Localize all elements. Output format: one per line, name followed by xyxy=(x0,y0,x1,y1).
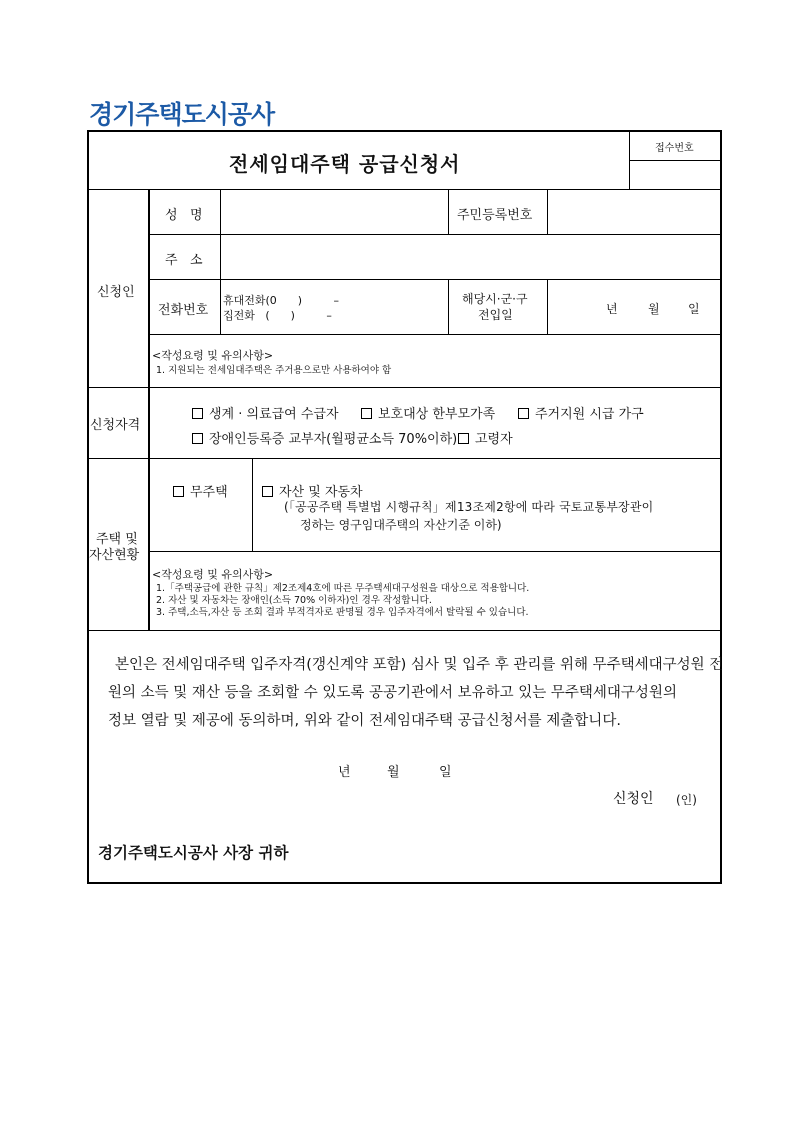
option-label: 장애인등록증 교부자(월평균소득 70%이하) xyxy=(209,432,458,447)
applicant-notes-title: <작성요령 및 유의사항> xyxy=(152,349,274,362)
divider xyxy=(149,234,722,235)
divider xyxy=(148,189,150,631)
consent-line-2: 원의 소득 및 재산 등을 조회할 수 있도록 공공기관에서 보유하고 있는 무주택세대구성원의 xyxy=(108,685,677,701)
assets-criteria-text-2: 정하는 영구임대주택의 자산기준 이하) xyxy=(300,518,502,532)
divider xyxy=(547,189,548,234)
option-label: 주거지원 시급 가구 xyxy=(535,407,644,422)
applicant-section-label: 신청인 xyxy=(97,285,135,300)
eligibility-option-urgent-housing[interactable] xyxy=(518,403,644,422)
no-house-checkbox[interactable] xyxy=(173,481,228,500)
applicant-note-1: 1. 지원되는 전세임대주택은 주거용으로만 사용하여야 함 xyxy=(156,365,392,376)
option-label: 보호대상 한부모가족 xyxy=(378,407,496,422)
org-logo: 경기주택도시공사 xyxy=(89,100,275,129)
option-label: 무주택 xyxy=(190,485,228,500)
assets-section-label-2: 자산현황 xyxy=(89,548,140,563)
divider xyxy=(149,551,722,552)
checkbox-icon xyxy=(173,486,184,497)
eligibility-option-elderly[interactable] xyxy=(458,428,513,447)
assets-note-1: 1.「주택공급에 관한 규칙」제2조제4호에 따른 무주택세대구성원을 대상으로 적용합니다. xyxy=(156,583,530,594)
eligibility-section-label: 신청자격 xyxy=(90,418,141,433)
name-label: 성 명 xyxy=(165,208,203,223)
divider xyxy=(220,189,221,334)
consent-line-3: 정보 열람 및 제공에 동의하며, 위와 같이 전세임대주택 공급신청서를 제출합니다. xyxy=(108,713,621,729)
assets-section-label: 주택 및 xyxy=(96,532,138,547)
assets-note-2: 2. 자산 및 자동차는 장애인(소득 70% 이하자)인 경우 작성합니다. xyxy=(156,595,432,606)
mobile-phone-field[interactable]: 휴대전화(0 ) – xyxy=(223,294,340,307)
receipt-number-label: 접수번호 xyxy=(655,143,694,154)
eligibility-option-disabled[interactable] xyxy=(192,428,457,447)
checkbox-icon xyxy=(262,486,273,497)
divider xyxy=(149,279,722,280)
divider xyxy=(88,458,722,459)
home-phone-field[interactable]: 집전화 ( ) – xyxy=(223,309,332,322)
move-in-year[interactable]: 년 xyxy=(606,302,618,316)
move-in-day[interactable]: 일 xyxy=(688,302,700,316)
move-in-label-2: 전입일 xyxy=(478,308,513,322)
rrn-field[interactable] xyxy=(549,191,721,233)
address-label: 주 소 xyxy=(165,253,203,268)
rrn-label: 주민등록번호 xyxy=(457,208,533,223)
checkbox-icon xyxy=(192,408,203,419)
move-in-label: 해당시·군·구 xyxy=(462,292,528,306)
eligibility-option-single-parent[interactable] xyxy=(361,403,495,422)
assets-criteria-text: (「공공주택 특별법 시행규칙」제13조제2항에 따라 국토교통부장관이 xyxy=(284,500,654,514)
checkbox-icon xyxy=(518,408,529,419)
assets-notes-title: <작성요령 및 유의사항> xyxy=(152,568,274,581)
form-title: 전세임대주택 공급신청서 xyxy=(229,152,461,176)
phone-label: 전화번호 xyxy=(158,303,209,318)
option-label: 고령자 xyxy=(475,432,513,447)
divider xyxy=(252,458,253,551)
divider xyxy=(149,334,722,335)
checkbox-icon xyxy=(192,433,203,444)
consent-line-1: 본인은 전세임대주택 입주자격(갱신계약 포함) 심사 및 입주 후 관리를 위해 무주택세대구성원 전 xyxy=(115,657,724,673)
recipient-line: 경기주택도시공사 사장 귀하 xyxy=(98,844,289,862)
receipt-number-field[interactable] xyxy=(630,161,721,188)
divider xyxy=(448,279,449,334)
address-field[interactable] xyxy=(222,236,721,278)
divider xyxy=(88,189,722,190)
checkbox-icon xyxy=(361,408,372,419)
signer-label: 신청인 xyxy=(613,791,654,807)
divider xyxy=(448,189,449,234)
checkbox-icon xyxy=(458,433,469,444)
option-label: 자산 및 자동차 xyxy=(279,485,363,500)
option-label: 생계 · 의료급여 수급자 xyxy=(209,407,339,422)
eligibility-option-basic-livelihood[interactable] xyxy=(192,403,339,422)
move-in-month[interactable]: 월 xyxy=(648,302,660,316)
name-field[interactable] xyxy=(222,191,447,233)
consent-month[interactable]: 월 xyxy=(387,765,400,780)
consent-year[interactable]: 년 xyxy=(338,765,351,780)
assets-note-3: 3. 주택,소득,자산 등 조회 결과 부적격자로 판명될 경우 입주자격에서 탈락될 수 있습니다. xyxy=(156,607,529,618)
seal-placeholder[interactable]: (인) xyxy=(676,793,697,807)
consent-day[interactable]: 일 xyxy=(439,765,452,780)
divider xyxy=(547,279,548,334)
divider xyxy=(88,387,722,388)
divider xyxy=(88,630,722,631)
